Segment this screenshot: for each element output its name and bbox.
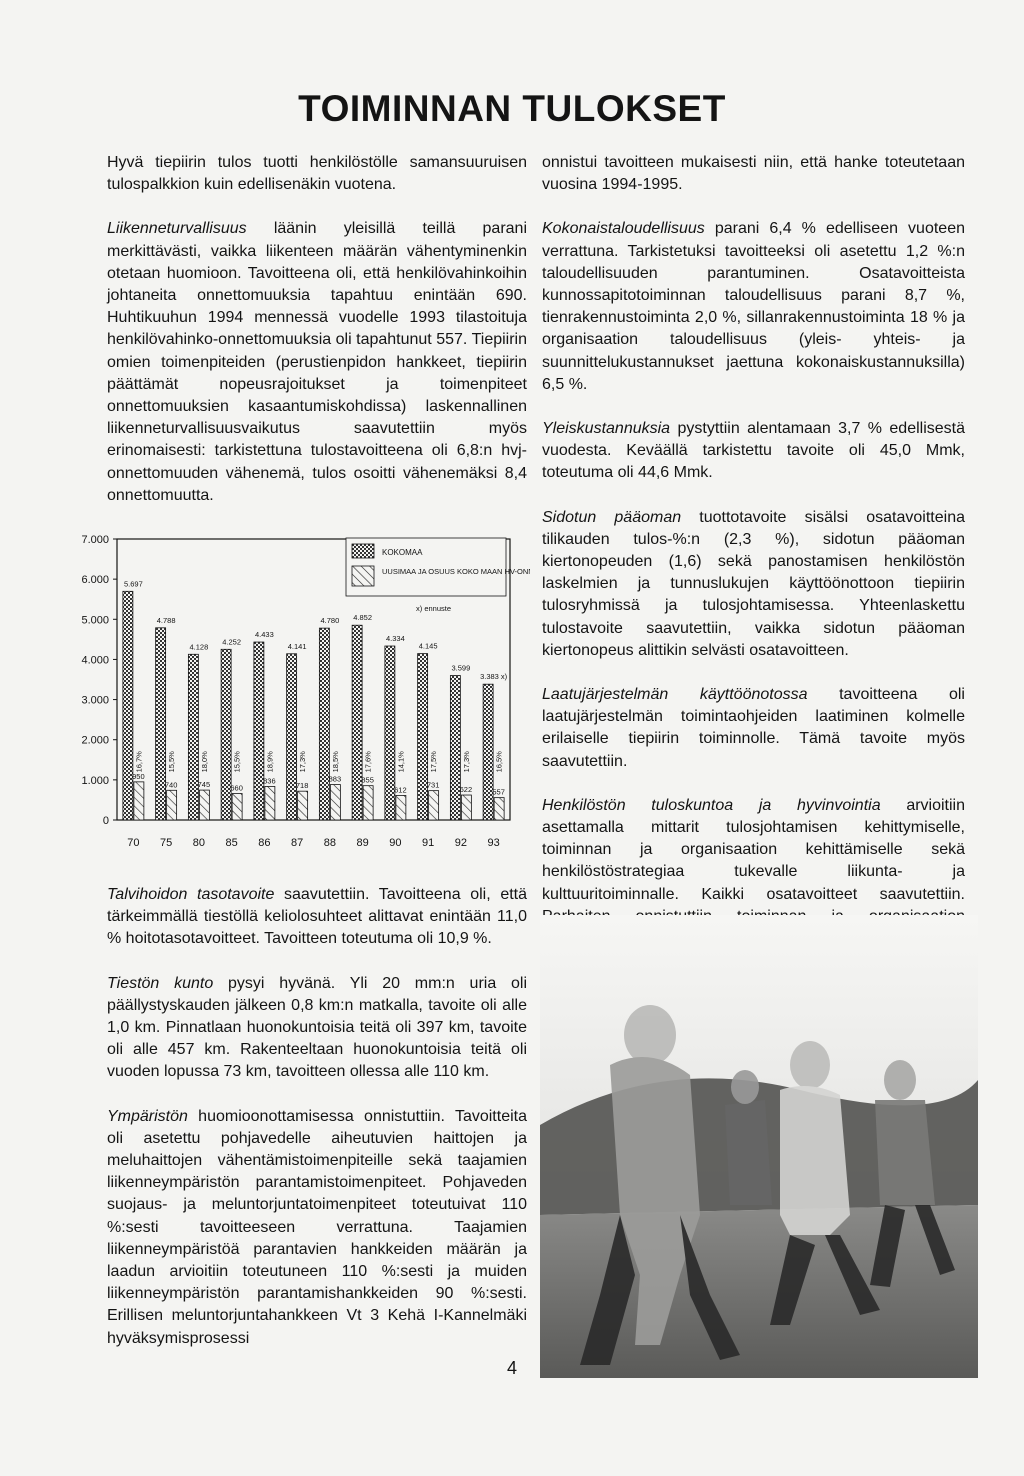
paragraph-laatujarjestelma — [542, 684, 965, 773]
bar-uusimaa — [232, 794, 242, 820]
data-label-uusimaa: 855 — [361, 775, 374, 785]
x-tick-label: 91 — [422, 837, 435, 849]
percent-label: 15,5% — [167, 751, 177, 773]
left-column-bottom — [107, 884, 527, 1372]
bar-uusimaa — [199, 790, 209, 820]
lead-ymparisto: Ympäristön — [107, 1107, 188, 1125]
data-label-kokomaa: 3.383 x) — [480, 672, 508, 682]
y-tick-label: 3.000 — [81, 694, 109, 707]
data-label-kokomaa: 4.780 — [320, 616, 340, 626]
percent-label: 16,5% — [494, 751, 504, 773]
paragraph-hanke: onnistui tavoitteen mukaisesti niin, että hanke toteutetaan vuosina 1994-1995. — [542, 154, 965, 194]
paragraph-tulos: Hyvä tiepiirin tulos tuotti henkilöstölle samansuuruisen tulospalkkion kuin edellisenäkin vuotena. — [107, 154, 527, 194]
accident-chart — [60, 520, 530, 870]
bar-kokomaa — [221, 649, 231, 820]
legend-label-kokomaa: KOKOMAA — [382, 548, 423, 557]
bar-uusimaa — [134, 782, 144, 820]
chart-note: x) ennuste — [416, 604, 452, 613]
bar-kokomaa — [254, 642, 264, 820]
page-title: TOIMINNAN TULOKSET — [298, 88, 726, 129]
data-label-kokomaa: 3.599 — [451, 663, 471, 673]
paragraph-liikenneturvallisuus — [107, 218, 527, 507]
percent-label: 17,3% — [298, 751, 308, 773]
paragraph-yleiskustannukset — [542, 418, 965, 485]
text-laatujarjestelma: tavoitteena oli laatujärjestelmän toimintaohjeiden laatiminen kolmelle erilaiselle tiepiirin toiminnolle. Tämä tavoite myös saavutettiin. — [542, 686, 965, 770]
x-tick-label: 90 — [389, 837, 402, 849]
data-label-uusimaa: 731 — [426, 780, 440, 790]
x-tick-label: 89 — [356, 837, 369, 849]
bar-kokomaa — [352, 625, 362, 820]
bar-uusimaa — [298, 791, 308, 820]
lead-kokonaistaloudellisuus: Kokonaistaloudellisuus — [542, 220, 705, 238]
bar-kokomaa — [123, 591, 133, 820]
data-label-uusimaa: 622 — [459, 785, 473, 795]
data-label-kokomaa: 4.128 — [189, 642, 209, 652]
percent-label: 18,0% — [199, 751, 209, 773]
bar-kokomaa — [319, 628, 329, 820]
percent-label: 16,7% — [134, 751, 144, 773]
text-henkilosto: arvioitiin asettamalla mittarit tulosjohtamisen kehittymiselle, toiminnan ja organisaation kehittämiselle sekä henkilöstöstrategiaa tukevalle liikunta- ja kulttuuritoiminnalle. Kaikki osatavoitteet saavutettiin. — [542, 796, 965, 903]
chart-svg — [60, 520, 530, 870]
lead-henkilosto: Henkilöstön tuloskuntoa ja hyvinvointia — [542, 796, 881, 814]
lead-laatujarjestelma: Laatujärjestelmän käyttöönotossa — [542, 686, 808, 704]
data-label-uusimaa: 883 — [328, 774, 342, 784]
data-label-kokomaa: 4.141 — [287, 641, 307, 651]
legend-swatch-uusimaa — [352, 566, 374, 586]
bar-uusimaa — [429, 791, 439, 820]
y-tick-label: 0 — [102, 815, 109, 827]
bar-uusimaa — [494, 798, 504, 820]
data-label-kokomaa: 4.252 — [222, 637, 242, 647]
bar-kokomaa — [418, 654, 428, 820]
percent-label: 18,5% — [330, 751, 340, 773]
data-label-kokomaa: 5.697 — [123, 579, 143, 589]
text-kokonaistaloudellisuus: parani 6,4 % edelliseen vuoteen verrattuna. Tarkistetuksi tavoitteeksi oli asetettu 1,2 %:n taloudellisuuden parantuminen. Osatavoitteista kunnossapitotoiminnan taloudellisuus parani 8,7 %, tienrakennustoiminta 2,0 %, sillanrakennustoiminta 18 % ja organisaation taloudellisuus (yleis- yhteis- ja suunnittelukustannukset jaettuna kokonaiskustannuksilla) 6,5 %. — [542, 220, 965, 393]
y-tick-label: 6.000 — [81, 574, 109, 587]
x-tick-label: 92 — [454, 837, 467, 849]
page-number: 4 — [506, 1358, 517, 1378]
text-tieston-kunto: pysyi hyvänä. Yli 20 mm:n uria oli päällystyskauden jälkeen 0,8 km:n matkalla, tavoite oli alle 1,0 km. Pinnatlaan huonokuntoisia teitä oli 397 km, tavoite oli alle 457 km. Rakenteeltaan huonokuntoisia teitä oli vuoden lopussa 73 km, tavoitteen ollessa alle 110 km. — [107, 974, 527, 1081]
bar-uusimaa — [167, 790, 177, 820]
percent-label: 17,5% — [429, 751, 439, 773]
bar-kokomaa — [450, 676, 460, 820]
legend-label-uusimaa: UUSIMAA JA OSUUS KOKO MAAN HV-ONN. — [382, 567, 530, 576]
bar-kokomaa — [483, 684, 493, 820]
data-label-uusimaa: 557 — [492, 787, 505, 797]
lead-talvihoito: Talvihoidon tasotavoite — [107, 886, 275, 903]
right-column — [542, 152, 965, 972]
lead-sidottu-paaoma: Sidotun pääoman — [542, 508, 682, 526]
runners-photo — [540, 915, 978, 1378]
data-label-uusimaa: 836 — [263, 776, 276, 786]
x-tick-label: 70 — [127, 837, 140, 849]
percent-label: 15,5% — [232, 751, 242, 773]
x-tick-label: 75 — [160, 837, 173, 849]
percent-label: 17,6% — [363, 751, 373, 773]
paragraph-talvihoito — [107, 884, 527, 951]
data-label-uusimaa: 660 — [230, 783, 243, 793]
bar-uusimaa — [363, 786, 373, 820]
data-label-kokomaa: 4.433 — [254, 630, 274, 640]
data-label-uusimaa: 740 — [164, 780, 178, 790]
lead-yleiskustannukset: Yleiskustannuksia — [542, 420, 671, 438]
x-tick-label: 85 — [225, 837, 238, 849]
data-label-uusimaa: 718 — [295, 781, 309, 791]
data-label-kokomaa: 4.852 — [353, 613, 373, 623]
paragraph-sidottu-paaoma — [542, 507, 965, 662]
lead-tieston-kunto: Tiestön kunto — [107, 974, 214, 992]
bar-kokomaa — [156, 628, 166, 820]
x-tick-label: 93 — [487, 837, 500, 849]
paragraph-ymparisto — [107, 1106, 527, 1350]
legend-swatch-kokomaa — [352, 544, 374, 558]
text-liikenneturvallisuus: läänin yleisillä teillä parani merkittävästi, vaikka liikenteen määrän vähentyminenkin otetaan huomioon. Tavoitteena oli, että henkilövahinkoihin johtaneita onnettomuuksia tapahtuu enintään 690. Huhtikuuhun 1994 mennessä vuodelle 1993 tilastoituja henkilövahinko-onnettomuuksia oli tapahtunut 557. Tiepiirin omien toimenpiteiden (perustienpidon hankkeet, tiepiirin päättämät nopeusrajoitukset ja toimenpiteet onnettomuuksien kasaantumiskohdissa) laskennallinen liikenneturvallisuusvaikutus saavutettiin myös erinomaisesti: tarkistettuna tulostavoitteena oli 6,8:n hvj-onnettomuuden vähenemä, tulos osoitti vähenemäksi 8,4 onnettomuutta. — [107, 220, 527, 504]
text-talvihoito: saavutettiin. Tavoitteena oli, että tärkeimmällä tiestöllä keliolosuhteet alittavat enintään 11,0 % hoitotasotavoitteet. Tavoitteen toteutuma oli 10,9 %. — [107, 886, 528, 948]
data-label-uusimaa: 612 — [394, 785, 407, 795]
bar-uusimaa — [461, 795, 471, 820]
text-sidottu-paaoma: tuottotavoite sisälsi osatavoitteina tilikauden tulos-%:n (2,3 %), sidotun pääoman kiertonopeuden (1,6) sekä panostamisen henkilöstön laskelmien ja tunnuslukujen käyttöönottoon tiepiirin tulosryhmissä ja tulosjohtamisessa. Yhteenlaskettu tulostavoite saavutettiin, vaikka sidotun pääoman kiertonopeus alittikin selvästi osatavoitteen. — [542, 508, 965, 659]
percent-label: 17,3% — [461, 751, 471, 773]
y-tick-label: 5.000 — [81, 614, 109, 627]
x-tick-label: 88 — [323, 837, 336, 849]
bar-kokomaa — [188, 654, 198, 820]
y-tick-label: 7.000 — [81, 534, 109, 546]
bar-uusimaa — [396, 795, 406, 820]
data-label-kokomaa: 4.334 — [385, 634, 405, 644]
x-tick-label: 86 — [258, 837, 271, 849]
text-yleiskustannukset: pystyttiin alentamaan 3,7 % edellisestä vuodesta. Keväällä tarkistettu tavoite oli 45,0 Mmk, toteutuma oli 44,6 Mmk. — [542, 420, 965, 482]
y-tick-label: 4.000 — [81, 654, 109, 667]
text-ymparisto: huomioonottamisessa onnistuttiin. Tavoitteita oli asetettu pohjavedelle aiheutuvien haittojen ja meluhaittojen vähentämistoimenpiteille sekä taajamien liikenneympäristön parantamistoimenpiteet. Pohjaveden suojaus- ja meluntorjuntatoimenpiteet toteutuivat 110 %:sesti tavoitteeseen verrattuna. Taajamien liikenneympäristöä parantavien hankkeiden määrän ja laadun arvioitiin toteutuneen 110 %:sesti ja muiden liikenneympäristön parantamishankkeiden 90 %:sesti. Erillisen meluntorjuntahankkeen Vt 3 Kehä I-Kannelmäki hyväksymisprosessi — [107, 1107, 527, 1347]
x-tick-label: 80 — [192, 837, 205, 849]
lead-liikenneturvallisuus: Liikenneturvallisuus — [107, 220, 247, 238]
bar-kokomaa — [287, 654, 297, 820]
data-label-kokomaa: 4.145 — [418, 641, 438, 651]
bar-uusimaa — [330, 785, 340, 820]
left-column-top — [107, 152, 527, 529]
bar-uusimaa — [265, 786, 275, 820]
percent-label: 18,9% — [265, 751, 275, 773]
percent-label: 14,1% — [396, 751, 406, 773]
x-tick-label: 87 — [291, 837, 304, 849]
data-label-uusimaa: 950 — [132, 771, 145, 781]
paragraph-tieston-kunto — [107, 973, 527, 1084]
paragraph-kokonaistaloudellisuus — [542, 218, 965, 396]
y-tick-label: 2.000 — [81, 734, 109, 747]
data-label-kokomaa: 4.788 — [156, 615, 176, 625]
data-label-uusimaa: 745 — [197, 780, 211, 790]
y-tick-label: 1.000 — [81, 774, 109, 787]
